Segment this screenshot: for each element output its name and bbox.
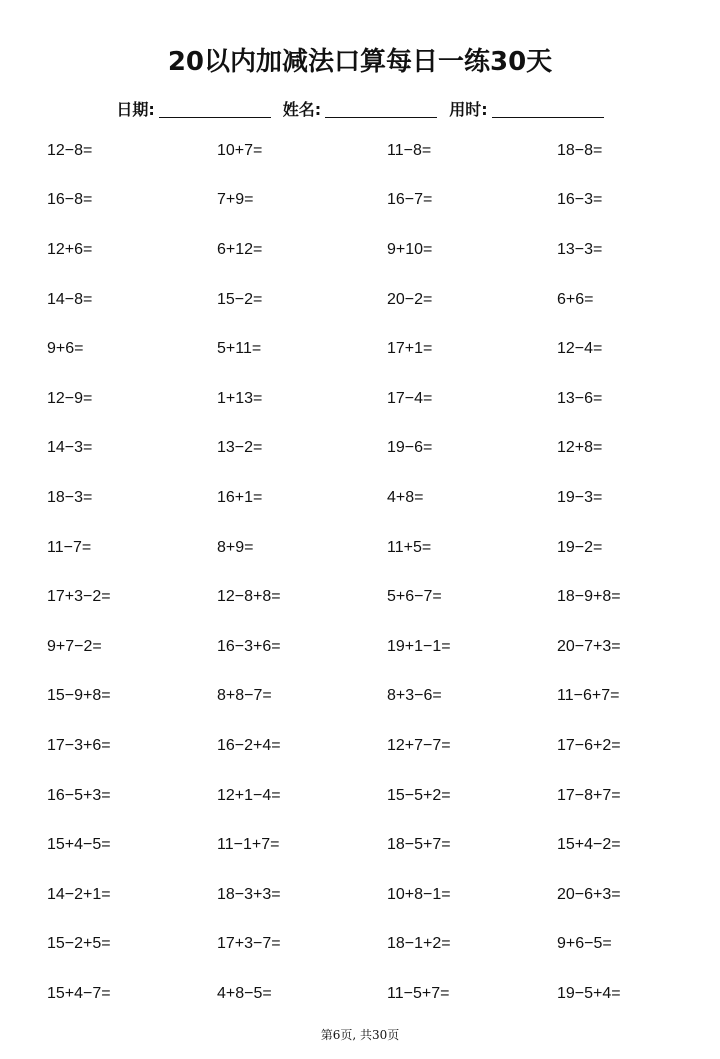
problem-item: 9+7−2= <box>47 637 102 655</box>
problem-item: 11−5+7= <box>387 984 450 1002</box>
problem-item: 17−3+6= <box>47 736 111 754</box>
problem-item: 9+10= <box>387 240 433 258</box>
problem-item: 12+1−4= <box>217 786 281 804</box>
problem-row <box>47 176 720 226</box>
problem-item: 8+3−6= <box>387 687 442 705</box>
problem-item: 20−7+3= <box>557 637 621 655</box>
info-row <box>0 97 720 123</box>
problem-item: 19−5+4= <box>557 984 621 1002</box>
problem-item: 16+1= <box>217 488 263 506</box>
problem-item: 17−6+2= <box>557 736 621 754</box>
problem-item: 10+8−1= <box>387 885 451 903</box>
problem-item: 5+6−7= <box>387 588 442 606</box>
problem-row <box>47 920 720 970</box>
problem-item: 10+7= <box>217 141 263 159</box>
problem-item: 17+3−2= <box>47 588 111 606</box>
problem-item: 16−7= <box>387 191 433 209</box>
problem-item: 19+1−1= <box>387 637 451 655</box>
date-label: 日期: <box>116 100 155 119</box>
problem-item: 16−2+4= <box>217 736 281 754</box>
problem-item: 12+6= <box>47 240 93 258</box>
problem-row <box>47 622 720 672</box>
problem-row <box>47 424 720 474</box>
problem-item: 15−2= <box>217 290 263 308</box>
problem-item: 19−6= <box>387 439 433 457</box>
problem-item: 11−8= <box>387 141 432 159</box>
problem-row <box>47 275 720 325</box>
problem-item: 4+8= <box>387 488 424 506</box>
problem-row <box>47 870 720 920</box>
problem-item: 6+6= <box>557 290 594 308</box>
name-label: 姓名: <box>282 100 322 119</box>
problem-item: 11−6+7= <box>557 687 620 705</box>
problem-row <box>47 324 720 374</box>
problem-item: 14−2+1= <box>47 885 111 903</box>
problem-item: 15+4−5= <box>47 836 111 854</box>
page-footer: 第6页, 共30页 <box>320 1028 400 1042</box>
problem-row <box>47 969 720 1019</box>
problem-row <box>47 523 720 573</box>
problem-item: 15+4−7= <box>47 984 111 1002</box>
problem-item: 12+7−7= <box>387 736 451 754</box>
problem-row <box>47 672 720 722</box>
problem-row <box>47 374 720 424</box>
problem-item: 12+8= <box>557 439 603 457</box>
problem-item: 17−8+7= <box>557 786 621 804</box>
problem-item: 14−8= <box>47 290 93 308</box>
problem-item: 16−3= <box>557 191 603 209</box>
problem-row <box>47 225 720 275</box>
problem-item: 18−5+7= <box>387 836 451 854</box>
problem-row <box>47 473 720 523</box>
problem-item: 11−7= <box>47 538 92 556</box>
problem-item: 12−8= <box>47 141 93 159</box>
problem-row <box>47 771 720 821</box>
problem-item: 16−5+3= <box>47 786 111 804</box>
problem-row <box>47 721 720 771</box>
problem-item: 16−3+6= <box>217 637 281 655</box>
date-blank-line <box>159 97 271 118</box>
problem-item: 9+6= <box>47 340 84 358</box>
name-field <box>283 97 437 123</box>
problem-item: 8+8−7= <box>217 687 272 705</box>
problem-item: 12−9= <box>47 389 93 407</box>
problem-item: 9+6−5= <box>557 935 612 953</box>
problem-item: 18−1+2= <box>387 935 451 953</box>
problem-item: 19−3= <box>557 488 603 506</box>
problem-item: 17+1= <box>387 340 433 358</box>
problem-item: 12−4= <box>557 340 603 358</box>
name-blank-line <box>325 97 437 118</box>
problem-grid <box>47 126 720 1019</box>
page-title: 20以内加减法口算每日一练30天 <box>167 47 553 77</box>
problem-item: 13−3= <box>557 240 603 258</box>
problem-item: 18−8= <box>557 141 603 159</box>
problem-item: 16−8= <box>47 191 93 209</box>
problem-item: 18−3+3= <box>217 885 281 903</box>
problem-item: 20−6+3= <box>557 885 621 903</box>
problem-item: 15−5+2= <box>387 786 451 804</box>
problem-item: 20−2= <box>387 290 433 308</box>
problem-item: 7+9= <box>217 191 254 209</box>
problem-item: 15−2+5= <box>47 935 111 953</box>
problem-row <box>47 126 720 176</box>
problem-item: 15+4−2= <box>557 836 621 854</box>
problem-item: 17+3−7= <box>217 935 281 953</box>
problem-row <box>47 572 720 622</box>
problem-item: 13−2= <box>217 439 263 457</box>
time-field <box>449 97 603 123</box>
problem-item: 5+11= <box>217 340 262 358</box>
problem-item: 19−2= <box>557 538 603 556</box>
problem-item: 15−9+8= <box>47 687 111 705</box>
problem-item: 6+12= <box>217 240 263 258</box>
problem-item: 4+8−5= <box>217 984 272 1002</box>
time-label: 用时: <box>449 100 488 119</box>
problem-item: 12−8+8= <box>217 588 281 606</box>
date-field <box>116 97 270 123</box>
problem-item: 17−4= <box>387 389 433 407</box>
problem-item: 11+5= <box>387 538 432 556</box>
problem-item: 18−9+8= <box>557 588 621 606</box>
problem-item: 11−1+7= <box>217 836 280 854</box>
problem-item: 14−3= <box>47 439 93 457</box>
problem-item: 18−3= <box>47 488 93 506</box>
problem-item: 1+13= <box>217 389 263 407</box>
problem-row <box>47 820 720 870</box>
problem-item: 13−6= <box>557 389 603 407</box>
problem-item: 8+9= <box>217 538 254 556</box>
time-blank-line <box>492 97 604 118</box>
